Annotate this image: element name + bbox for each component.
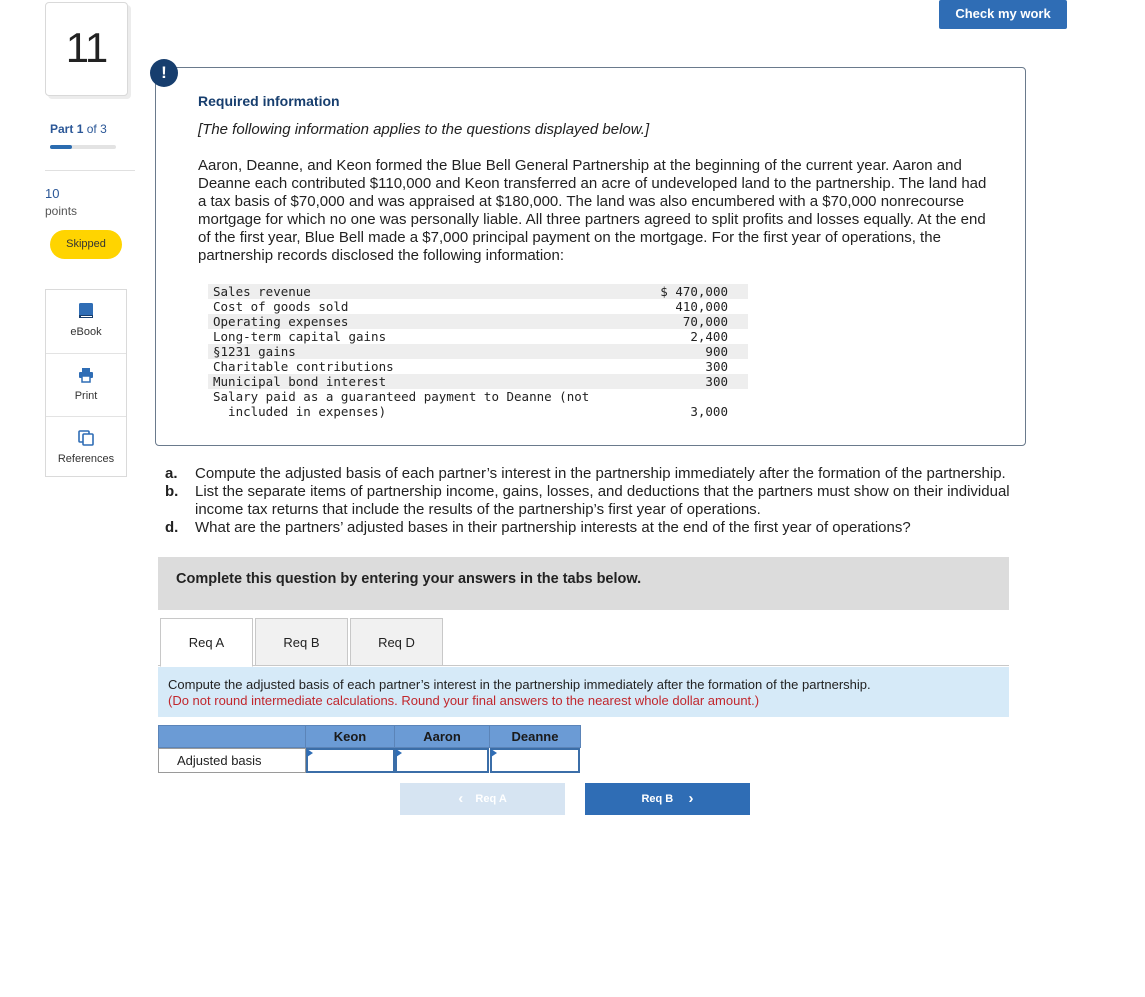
financial-label: Sales revenue <box>208 284 608 299</box>
tab-req-d[interactable]: Req D <box>350 618 443 666</box>
chevron-left-icon: ‹ <box>458 790 464 807</box>
table-row <box>208 374 748 389</box>
column-header-aaron: Aaron <box>394 725 490 748</box>
aaron-adjusted-basis-input[interactable] <box>395 748 489 773</box>
references-label: References <box>57 453 115 465</box>
sidebar-divider <box>45 170 135 171</box>
financial-label: §1231 gains <box>208 344 608 359</box>
financial-label: Cost of goods sold <box>213 299 349 314</box>
financial-amount: 300 <box>705 359 728 374</box>
question-letter: a. <box>165 465 178 482</box>
financial-label-continued: included in expenses) <box>213 404 387 419</box>
question-item <box>165 465 1050 483</box>
question-text: List the separate items of partnership income, gains, losses, and deductions that the partners must show on their individual income tax returns that include the results of the partnership’s first year of operations. <box>195 483 1010 518</box>
table-row <box>208 329 748 344</box>
tools-panel <box>45 289 127 477</box>
deanne-adjusted-basis-input[interactable] <box>490 748 580 773</box>
question-item <box>165 483 1050 519</box>
print-label: Print <box>74 390 98 402</box>
table-row <box>208 359 748 374</box>
print-button[interactable] <box>46 353 126 415</box>
instructions-note: (Do not round intermediate calculations. Round your final answers to the nearest whole dollar amount.) <box>168 693 760 708</box>
alert-icon: ! <box>150 59 178 87</box>
financial-label: Salary paid as a guaranteed payment to Deanne (not <box>213 389 590 404</box>
copy-icon <box>77 429 95 447</box>
input-marker-icon <box>307 749 313 757</box>
required-info-subtitle: [The following information applies to the questions displayed below.] <box>198 121 650 138</box>
financial-amount: 3,000 <box>690 404 728 419</box>
part-word: Part <box>50 122 74 136</box>
financial-amount: 410,000 <box>675 299 728 314</box>
tab-req-b[interactable]: Req B <box>255 618 348 666</box>
printer-icon <box>77 366 95 384</box>
points-value: 10 <box>45 186 60 201</box>
question-item <box>165 519 1050 537</box>
table-row <box>208 404 748 419</box>
keon-adjusted-basis-input[interactable] <box>306 748 395 773</box>
part-indicator <box>50 122 107 136</box>
financial-label: Charitable contributions <box>213 359 394 374</box>
table-row <box>208 389 748 404</box>
row-label-adjusted-basis: Adjusted basis <box>158 748 306 773</box>
financial-table <box>208 284 748 419</box>
part-progress-fill <box>50 145 72 149</box>
instructions-text: Compute the adjusted basis of each partner’s interest in the partnership immediately after the formation of the partnership. <box>168 677 871 692</box>
prev-req-label: Req A <box>475 793 507 805</box>
table-row <box>208 299 748 314</box>
question-list <box>165 465 1050 537</box>
part-of: of <box>86 122 97 136</box>
next-req-button[interactable] <box>585 783 750 815</box>
next-req-label: Req B <box>641 793 674 805</box>
scenario-text: Aaron, Deanne, and Keon formed the Blue Bell General Partnership at the beginning of the current year. Aaron and Deanne each contributed $110,000 and Keon transferred an acre of undeveloped land to the partnership. The land had a tax basis of $70,000 and was appraised at $180,000. The land was also encumbered with a $70,000 nonrecourse mortgage for which no one was personally liable. All three partners agreed to split profits and losses equally. At the end of the first year, Blue Bell made a $7,000 principal payment on the mortgage. For the first year of operations, the partnership records disclosed the following information: <box>198 157 987 264</box>
column-header-deanne: Deanne <box>489 725 581 748</box>
table-row <box>208 284 748 299</box>
required-info-title: Required information <box>198 93 340 109</box>
book-icon <box>77 302 95 320</box>
financial-amount: 900 <box>608 344 748 359</box>
financial-label: Long-term capital gains <box>213 329 387 344</box>
points-label: points <box>45 204 78 218</box>
complete-banner-text: Complete this question by entering your answers in the tabs below. <box>176 571 642 587</box>
part-current: 1 <box>76 122 84 136</box>
question-text: Compute the adjusted basis of each partner’s interest in the partnership immediately after the formation of the partnership. <box>195 465 1006 482</box>
financial-amount: $ 470,000 <box>608 284 748 299</box>
prev-req-button[interactable] <box>400 783 565 815</box>
question-number: 11 <box>65 24 108 71</box>
ebook-button[interactable] <box>46 290 126 352</box>
table-row <box>208 314 748 329</box>
column-header-keon: Keon <box>305 725 395 748</box>
financial-label: Municipal bond interest <box>208 374 608 389</box>
chevron-right-icon: › <box>688 790 694 807</box>
question-text: What are the partners’ adjusted bases in their partnership interests at the end of the first year of operations? <box>195 519 911 536</box>
input-marker-icon <box>491 749 497 757</box>
question-letter: d. <box>165 519 179 536</box>
financial-amount: 70,000 <box>608 314 748 329</box>
instructions-box <box>158 667 1009 717</box>
ebook-label: eBook <box>70 326 102 338</box>
question-letter: b. <box>165 483 179 500</box>
input-marker-icon <box>396 749 402 757</box>
grid-corner-header <box>158 725 306 748</box>
check-my-work-button[interactable]: Check my work <box>939 0 1067 29</box>
table-row <box>208 344 748 359</box>
tab-req-a[interactable]: Req A <box>160 618 253 667</box>
tab-divider <box>158 665 1009 666</box>
financial-amount: 2,400 <box>690 329 728 344</box>
references-button[interactable] <box>46 416 126 478</box>
financial-amount: 300 <box>608 374 748 389</box>
part-total: 3 <box>100 122 107 136</box>
part-progress-bar <box>50 145 116 149</box>
status-badge: Skipped <box>50 230 122 259</box>
financial-label: Operating expenses <box>208 314 608 329</box>
